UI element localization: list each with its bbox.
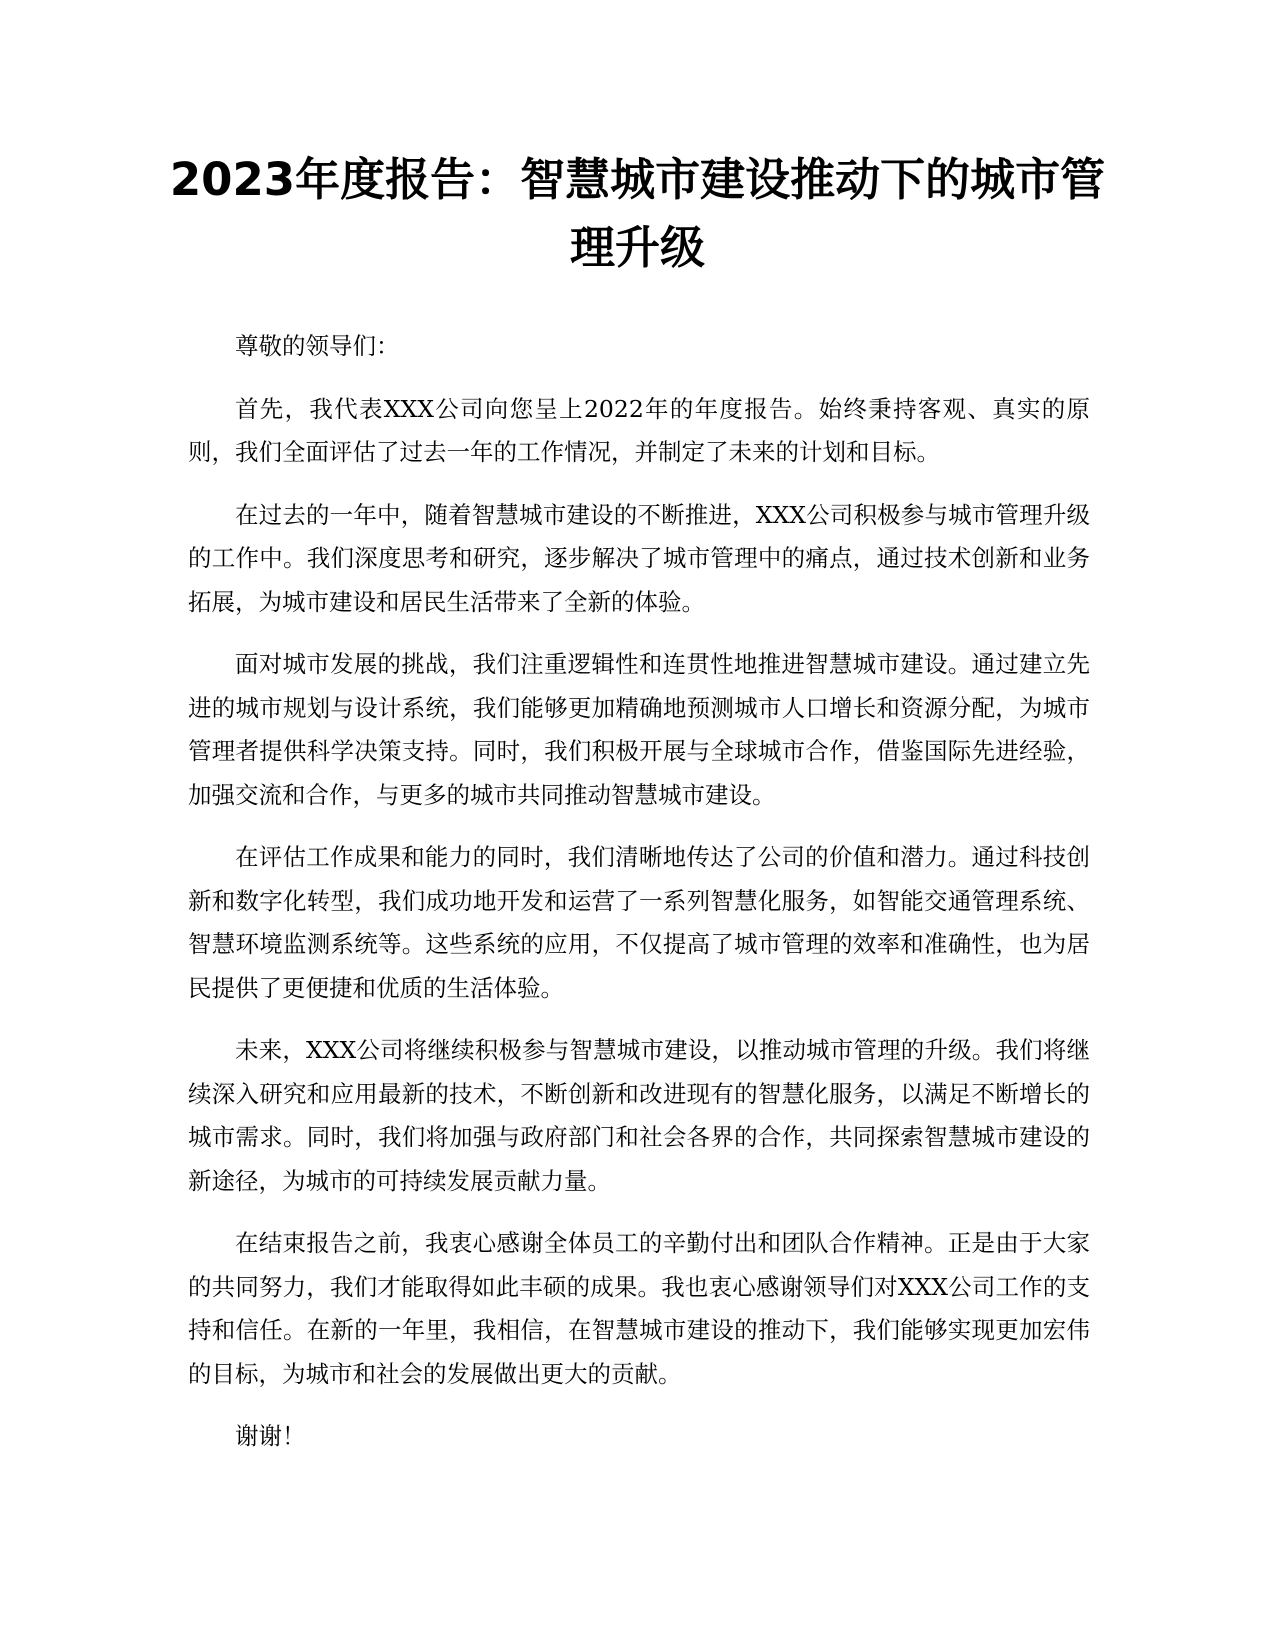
document-body	[188, 325, 1090, 1478]
paragraph-challenges: 面对城市发展的挑战，我们注重逻辑性和连贯性地推进智慧城市建设。通过建立先进的城市规划与设计系统，我们能够更加精确地预测城市人口增长和资源分配，为城市管理者提供科学决策支持。同时，我们积极开展与全球城市合作，借鉴国际先进经验，加强交流和合作，与更多的城市共同推动智慧城市建设。	[188, 650, 1090, 809]
paragraph-past-year: 在过去的一年中，随着智慧城市建设的不断推进，XXX公司积极参与城市管理升级的工作中。我们深度思考和研究，逐步解决了城市管理中的痛点，通过技术创新和业务拓展，为城市建设和居民生活带来了全新的体验。	[188, 500, 1090, 616]
closing: 谢谢！	[235, 1422, 306, 1450]
paragraph-future: 未来，XXX公司将继续积极参与智慧城市建设，以推动城市管理的升级。我们将继续深入研究和应用最新的技术，不断创新和改进现有的智慧化服务，以满足不断增长的城市需求。同时，我们将加强与政府部门和社会各界的合作，共同探索智慧城市建设的新途径，为城市的可持续发展贡献力量。	[188, 1036, 1090, 1195]
salutation: 尊敬的领导们：	[235, 332, 400, 360]
paragraph-intro: 首先，我代表XXX公司向您呈上2022年的年度报告。始终秉持客观、真实的原则，我们全面评估了过去一年的工作情况，并制定了未来的计划和目标。	[188, 394, 1090, 466]
document-title: 2023年度报告：智慧城市建设推动下的城市管理升级	[169, 153, 1106, 274]
paragraph-thanks: 在结束报告之前，我衷心感谢全体员工的辛勤付出和团队合作精神。正是由于大家的共同努力，我们才能取得如此丰硕的成果。我也衷心感谢领导们对XXX公司工作的支持和信任。在新的一年里，我相信，在智慧城市建设的推动下，我们能够实现更加宏伟的目标，为城市和社会的发展做出更大的贡献。	[188, 1229, 1090, 1388]
paragraph-achievements: 在评估工作成果和能力的同时，我们清晰地传达了公司的价值和潜力。通过科技创新和数字化转型，我们成功地开发和运营了一系列智慧化服务，如智能交通管理系统、智慧环境监测系统等。这些系统的应用，不仅提高了城市管理的效率和准确性，也为居民提供了更便捷和优质的生活体验。	[188, 843, 1090, 1002]
